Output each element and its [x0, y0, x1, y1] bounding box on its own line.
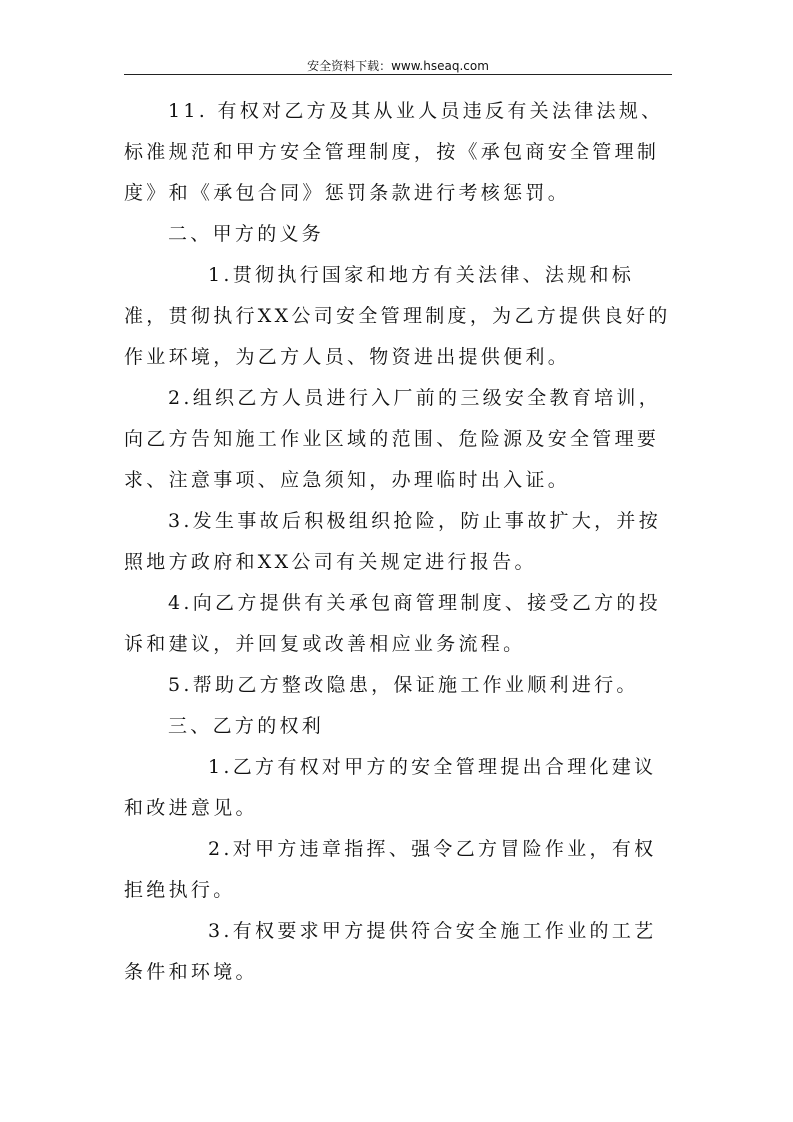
header-divider [124, 74, 672, 75]
paragraph-obligation-1: 1.贯彻执行国家和地方有关法律、法规和标准，贯彻执行XX公司安全管理制度，为乙方提供良好的作业环境，为乙方人员、物资进出提供便利。 [124, 264, 671, 368]
paragraph-right-3: 3.有权要求甲方提供符合安全施工作业的工艺条件和环境。 [124, 920, 657, 983]
paragraph-item-11: 11. 有权对乙方及其从业人员违反有关法律法规、标准规范和甲方安全管理制度，按《承包商安全管理制度》和《承包合同》惩罚条款进行考核惩罚。 [124, 100, 664, 204]
section-heading-party-a-obligations: 二、甲方的义务 [168, 223, 325, 245]
paragraph-obligation-5: 5.帮助乙方整改隐患，保证施工作业顺利进行。 [168, 674, 639, 696]
paragraph-obligation-2: 2.组织乙方人员进行入厂前的三级安全教育培训，向乙方告知施工作业区域的范围、危险源及安全管理要求、注意事项、应急须知，办理临时出入证。 [124, 387, 662, 491]
paragraph-obligation-3: 3.发生事故后积极组织抢险，防止事故扩大，并按照地方政府和XX公司有关规定进行报告。 [124, 510, 662, 573]
paragraph-obligation-4: 4.向乙方提供有关承包商管理制度、接受乙方的投诉和建议，并回复或改善相应业务流程。 [124, 592, 662, 655]
paragraph-right-1: 1.乙方有权对甲方的安全管理提出合理化建议和改进意见。 [124, 756, 657, 819]
section-heading-party-b-rights: 三、乙方的权利 [168, 715, 325, 737]
paragraph-right-2: 2.对甲方违章指挥、强令乙方冒险作业，有权拒绝执行。 [124, 838, 657, 901]
document-body [124, 91, 676, 993]
page-header: 安全资料下载：www.hseaq.com [307, 59, 489, 73]
